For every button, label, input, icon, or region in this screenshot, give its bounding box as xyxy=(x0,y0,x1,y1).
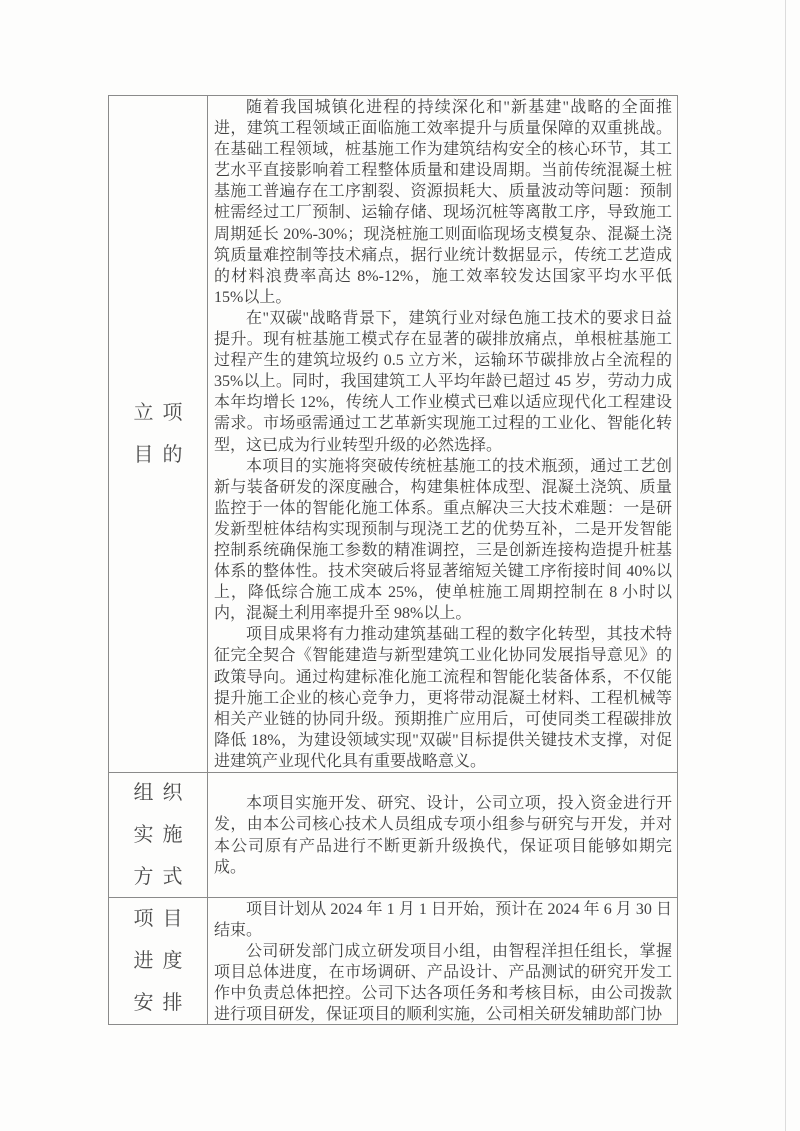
project-purpose-content xyxy=(208,96,677,772)
row-label-implementation-method xyxy=(109,773,208,897)
row-label-line: 立项 xyxy=(133,402,192,424)
schedule-content xyxy=(208,898,677,1024)
paragraph: 本项目的实施将突破传统桩基施工的技术瓶颈，通过工艺创新与装备研发的深度融合，构建集桩体成型、混凝土浇筑、质量监控于一体的智能化施工体系。重点解决三大技术难题：一是研发新型桩体结构实现预制与现浇工艺的优势互补，二是开发智能控制系统确保施工参数的精准调控，三是创新连接构造提升桩基体系的整体性。技术突破后将显著缩短关键工序衔接时间 40%以上，降低综合施工成本 25%，使单桩施工周期控制在 8 小时以内，混凝土利用率提升至 98%以上。 xyxy=(214,457,672,623)
row-label-line: 实施 xyxy=(133,824,192,846)
row-label-line: 方式 xyxy=(133,866,192,888)
project-proposal-table xyxy=(108,95,678,1025)
paragraph: 项目成果将有力推动建筑基础工程的数字化转型，其技术特征完全契合《智能建造与新型建筑工业化协同发展指导意见》的政策导向。通过构建标准化施工流程和智能化装备体系，不仅能提升施工企业的核心竞争力，更将带动混凝土材料、工程机械等相关产业链的协同升级。预期推广应用后，可使同类工程碳排放降低 18%，为建设领域实现"双碳"目标提供关键技术支撑，对促进建筑产业现代化具有重要战略意义。 xyxy=(214,626,672,770)
paragraph: 在"双碳"战略背景下，建筑行业对绿色施工技术的要求日益提升。现有桩基施工模式存在显著的碳排放痛点，单根桩基施工过程产生的建筑垃圾约 0.5 立方米，运输环节碳排放占全流程的 35%以上。同时，我国建筑工人平均年龄已超过 45 岁，劳动力成本年均增长 12%，传统人工作业模式已难以适应现代化工程建设需求。市场亟需通过工艺革新实现施工过程的工业化、智能化转型，这已成为行业转型升级的必然选择。 xyxy=(214,309,672,454)
row-label-line: 项目 xyxy=(133,908,192,930)
table-row-project-purpose xyxy=(109,96,677,772)
paper-edge-line xyxy=(785,0,786,1131)
paragraph: 本项目实施开发、研究、设计，公司立项，投入资金进行开发，由本公司核心技术人员组成专项小组参与研究与开发，并对本公司原有产品进行不断更新升级换代，保证项目能够如期完成。 xyxy=(214,795,672,876)
paragraph: 项目计划从 2024 年 1 月 1 日开始，预计在 2024 年 6 月 30 日结束。 xyxy=(214,901,672,940)
implementation-method-content xyxy=(208,773,677,897)
row-label-line: 目的 xyxy=(133,444,192,466)
paragraph: 公司研发部门成立研发项目小组，由智程洋担任组长，掌握项目总体进度，在市场调研、产品设计、产品测试的研究开发工作中负责总体把控。公司下达各项任务和考核目标，由公司拨款进行项目研发，保证项目的顺利实施，公司相关研发辅助部门协 xyxy=(214,943,672,1024)
row-label-schedule xyxy=(109,898,208,1024)
table-row-schedule xyxy=(109,897,677,1024)
row-label-line: 安排 xyxy=(133,992,192,1014)
table-row-implementation-method xyxy=(109,772,677,897)
row-label-line: 进度 xyxy=(133,950,192,972)
paragraph: 随着我国城镇化进程的持续深化和"新基建"战略的全面推进，建筑工程领域正面临施工效率提升与质量保障的双重挑战。在基础工程领域，桩基施工作为建筑结构安全的核心环节，其工艺水平直接影响着工程整体质量和建设周期。当前传统混凝土桩基施工普遍存在工序割裂、资源损耗大、质量波动等问题：预制桩需经过工厂预制、运输存储、现场沉桩等离散工序，导致施工周期延长 20%-30%；现浇桩施工则面临现场支模复杂、混凝土浇筑质量难控制等技术痛点，据行业统计数据显示，传统工艺造成的材料浪费率高达 8%-12%，施工效率较发达国家平均水平低 15%以上。 xyxy=(214,99,672,306)
row-label-project-purpose xyxy=(109,96,208,772)
row-label-line: 组织 xyxy=(133,782,192,804)
